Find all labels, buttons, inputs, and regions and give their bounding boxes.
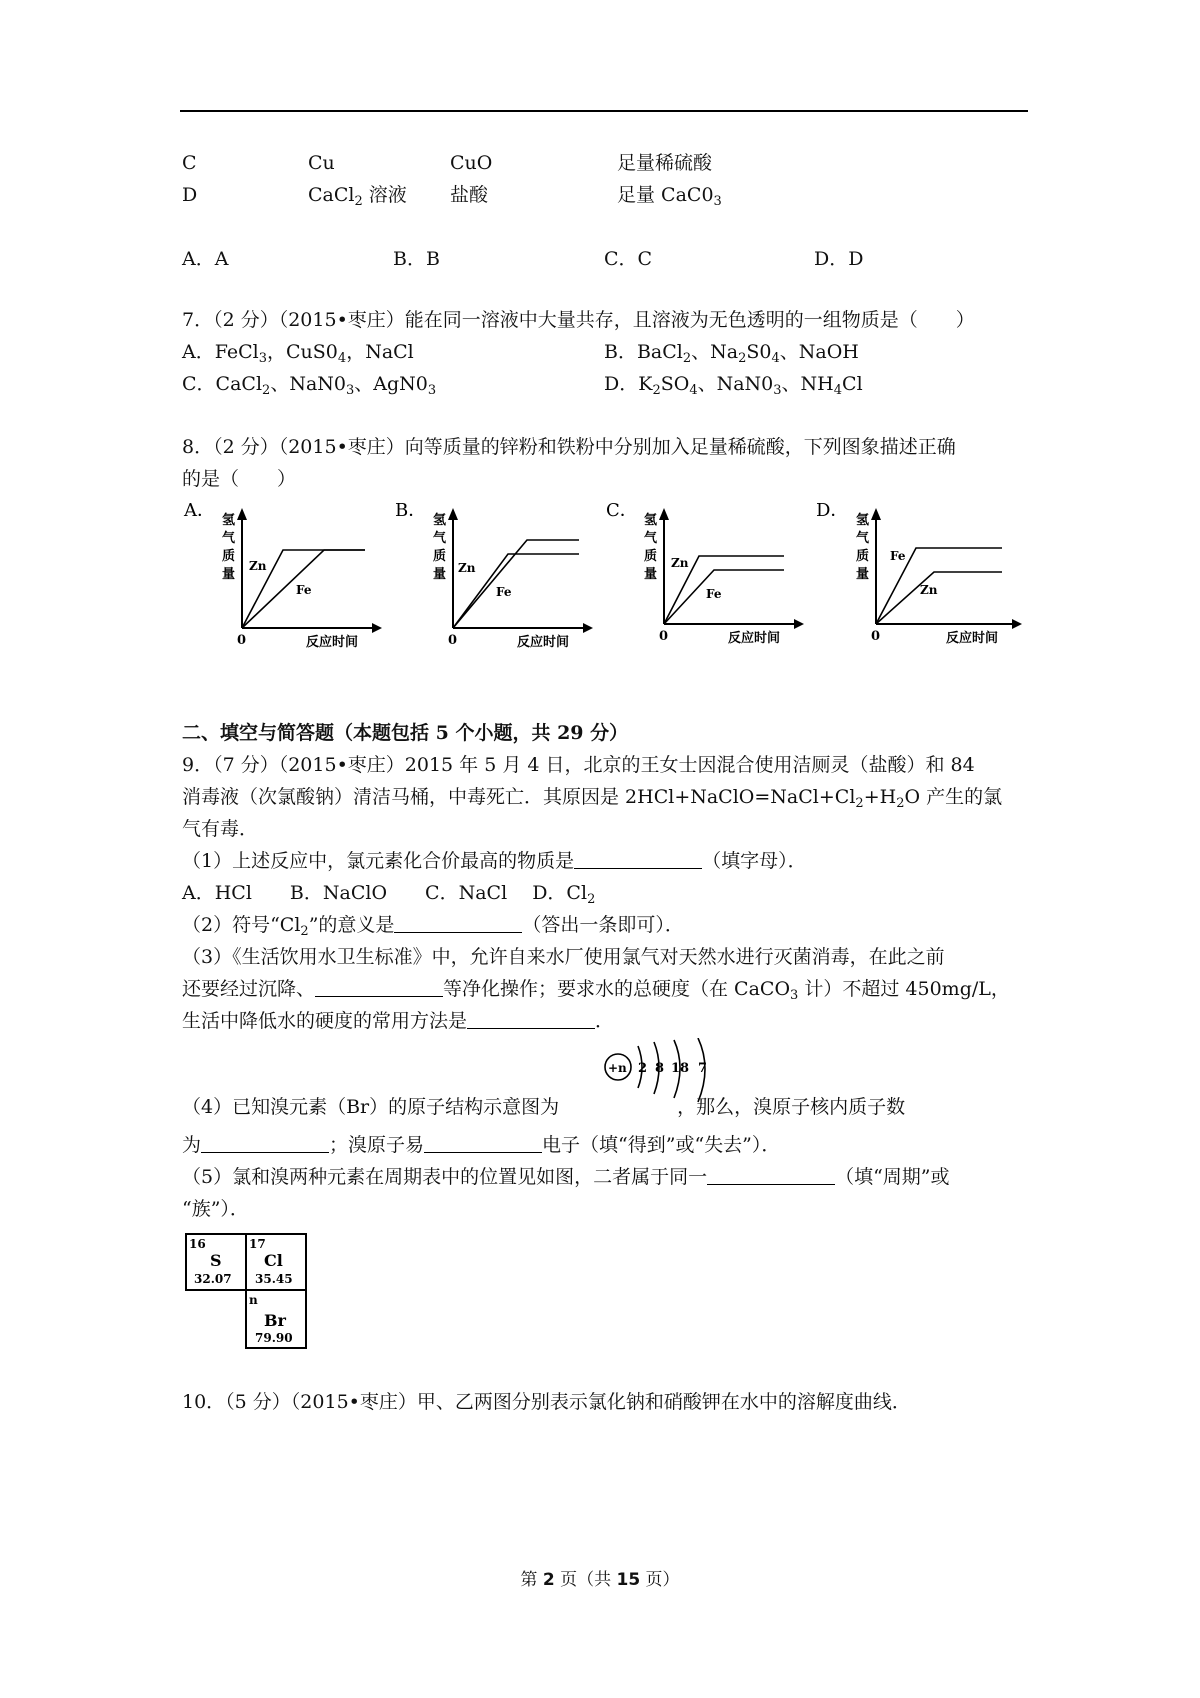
graph-curve-label-lower: Fe [296, 583, 312, 597]
graph-ylabel-char: 质 [644, 549, 658, 564]
graph-ylabel-char: 量 [222, 567, 236, 582]
graph-origin: 0 [448, 633, 458, 648]
answer-blank[interactable] [394, 912, 522, 933]
graph-ylabel-char: 质 [856, 549, 870, 564]
q9-part4-line2: 为 ；溴原子易 电子（填“得到”或“失去”）． [182, 1134, 781, 1156]
q9-stem-line1: 9．（7 分）（2015•枣庄）2015 年 5 月 4 日，北京的王女士因混合使用洁厕灵（盐酸）和 84 [182, 754, 975, 776]
table-row-d-col2: 盐酸 [450, 184, 489, 206]
table-row-c-col2: CuO [450, 152, 493, 174]
graph-option-label: B． [395, 500, 427, 521]
answer-blank[interactable] [467, 1008, 595, 1029]
graph-xlabel: 反应时间 [306, 635, 359, 650]
graph-ylabel-char: 氢 [644, 513, 658, 528]
graph-ylabel-char: 质 [433, 549, 447, 564]
section-title: 二、填空与简答题（本题包括 5 个小题，共 29 分） [182, 722, 629, 744]
graph-ylabel-char: 氢 [222, 513, 236, 528]
graph-ylabel-char: 气 [856, 531, 870, 546]
element-number: 17 [249, 1237, 266, 1251]
atom-shell-count: 8 [655, 1061, 665, 1076]
q9-part5-line1: （5）氯和溴两种元素在周期表中的位置见如图，二者属于同一 （填“周期”或 [182, 1166, 950, 1188]
q9-stem-line3: 气有毒． [182, 818, 259, 840]
q9-part3-line2: 还要经过沉降、 等净化操作；要求水的总硬度（在 CaCO$_3$ 计）不超过 450mg/L， [182, 978, 1010, 1003]
q8-graph-b [393, 498, 593, 658]
graph-ylabel-char: 气 [644, 531, 658, 546]
graph-ylabel-char: 量 [644, 567, 658, 582]
atom-shell-count: 18 [671, 1061, 690, 1076]
q7-option-b: B．BaCl$_2$、$Na_2S0_4$、NaOH [604, 341, 859, 366]
q9-part1: （1）上述反应中，氯元素化合价最高的物质是 （填字母）． [182, 850, 807, 872]
graph-ylabel-char: 氢 [856, 513, 870, 528]
graph-curve-label-upper: Zn [458, 561, 476, 575]
graph-ylabel-char: 气 [222, 531, 236, 546]
table-row-c-label: C [182, 152, 197, 174]
periodic-table-fragment [184, 1232, 308, 1354]
graph-option-label: D． [816, 500, 849, 521]
q6-option-c: C．C [604, 248, 653, 270]
q7-option-c: C．CaCl$_2$、$NaN0_3$、$AgN0_3$ [182, 373, 437, 398]
q8-graph-a [182, 498, 382, 658]
graph-ylabel-char: 质 [222, 549, 236, 564]
element-mass: 35.45 [255, 1272, 293, 1286]
q9-part3-line3: 生活中降低水的硬度的常用方法是 ． [182, 1010, 615, 1032]
page-number: 2 [542, 1570, 555, 1590]
q9-part4-line1: （4）已知溴元素（Br）的原子结构示意图为 ，那么，溴原子核内质子数 [182, 1096, 906, 1118]
element-symbol: S [210, 1251, 222, 1270]
table-row-d-col1: CaCl$_2$ 溶液 [308, 184, 407, 209]
graph-xlabel: 反应时间 [946, 631, 999, 646]
q10-stem: 10．（5 分）（2015•枣庄）甲、乙两图分别表示氯化钠和硝酸钾在水中的溶解度曲线． [182, 1391, 911, 1413]
q7-option-a: A．FeCl$_3$，$CuS0_4$，NaCl [182, 341, 414, 366]
header-rule [180, 110, 1028, 112]
q8-stem-line2: 的是（ ） [182, 468, 297, 490]
answer-blank[interactable] [201, 1132, 329, 1153]
q8-graph-d [814, 498, 1024, 658]
q8-graph-c [604, 498, 804, 658]
graph-ylabel-char: 量 [856, 567, 870, 582]
table-row-c-col1: Cu [308, 152, 335, 174]
graph-curve-label-lower: Fe [496, 585, 512, 599]
graph-ylabel-char: 量 [433, 567, 447, 582]
element-number: 16 [189, 1237, 206, 1251]
graph-curve-label-upper: Zn [249, 559, 267, 573]
q8-stem-line1: 8．（2 分）（2015•枣庄）向等质量的锌粉和铁粉中分别加入足量稀硫酸，下列图象描述正确 [182, 436, 956, 458]
graph-origin: 0 [871, 629, 881, 644]
page-total: 15 [616, 1570, 641, 1590]
table-row-d-label: D [182, 184, 198, 206]
element-mass: 32.07 [194, 1272, 232, 1286]
q7-option-d: D．$K_2SO_4$、$NaN0_3$、$NH_4Cl$ [604, 373, 863, 398]
answer-blank[interactable] [424, 1132, 542, 1153]
element-symbol: Cl [264, 1251, 283, 1270]
atom-nucleus: +n [608, 1061, 627, 1075]
q6-option-b: B．B [393, 248, 440, 270]
graph-curve-label-lower: Fe [706, 587, 722, 601]
q9-part1-options: A．HCl B．NaClO C．NaCl D．$Cl_2$ [182, 882, 596, 907]
element-mass: 79.90 [255, 1331, 293, 1345]
atom-shell-count: 7 [698, 1061, 708, 1076]
q9-part3-line1: （3）《生活饮用水卫生标准》中，允许自来水厂使用氯气对天然水进行灭菌消毒，在此之前 [182, 946, 945, 968]
answer-blank[interactable] [574, 848, 702, 869]
table-row-d-col3: 足量 $CaC0_3$ [617, 184, 722, 209]
element-number: n [249, 1293, 258, 1307]
graph-curve-label-upper: Zn [671, 556, 689, 570]
q9-part5-line2: “族”）． [182, 1198, 249, 1220]
graph-origin: 0 [237, 633, 247, 648]
graph-ylabel-char: 气 [433, 531, 447, 546]
q7-stem: 7．（2 分）（2015•枣庄）能在同一溶液中大量共存，且溶液为无色透明的一组物质是（ ） [182, 309, 975, 331]
q6-option-a: A．A [182, 248, 229, 270]
graph-xlabel: 反应时间 [728, 631, 781, 646]
graph-curve-label-upper: Fe [890, 549, 906, 563]
graph-ylabel-char: 氢 [433, 513, 447, 528]
q9-part2: （2）符号“$Cl_2$”的意义是 （答出一条即可）． [182, 914, 684, 939]
q9-stem-line2: 消毒液（次氯酸钠）清洁马桶，中毒死亡．其原因是 $2HCl+NaClO=NaCl+Cl_2+H_2O$ 产生的氯 [182, 786, 1003, 811]
page-footer: 第 2 页（共 15 页） [520, 1570, 680, 1590]
table-row-c-col3: 足量稀硫酸 [617, 152, 713, 174]
graph-origin: 0 [659, 629, 669, 644]
answer-blank[interactable] [707, 1164, 835, 1185]
q6-option-d: D．D [814, 248, 864, 270]
element-symbol: Br [264, 1311, 286, 1330]
atom-shell-count: 2 [638, 1061, 648, 1076]
graph-option-label: C． [606, 500, 638, 521]
graph-curve-label-lower: Zn [920, 583, 938, 597]
graph-xlabel: 反应时间 [517, 635, 570, 650]
answer-blank[interactable] [315, 976, 443, 997]
graph-option-label: A． [184, 500, 215, 521]
